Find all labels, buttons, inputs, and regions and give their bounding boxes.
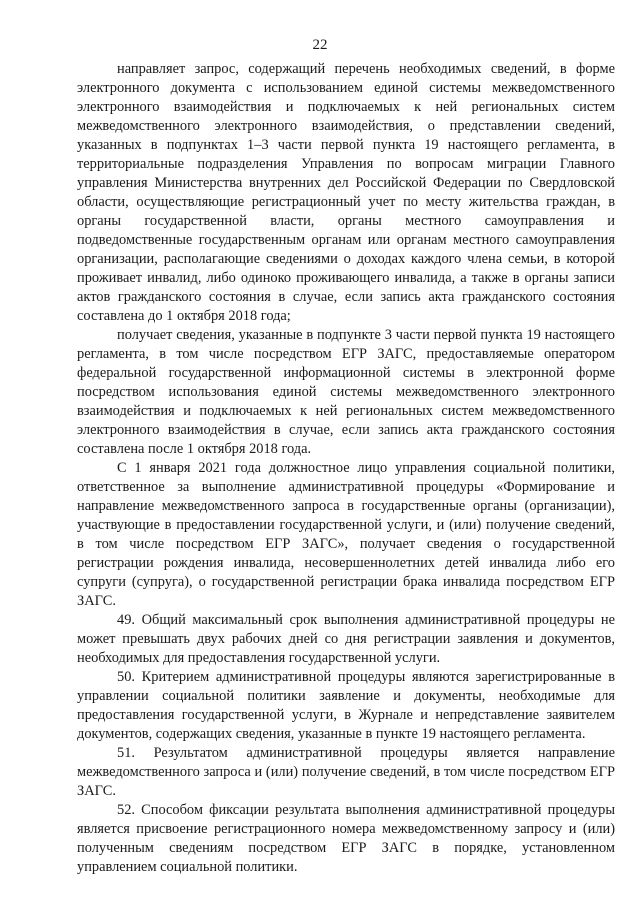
- paragraph-50: 50. Критерием административной процедуры являются зарегистрированные в управлении социальной политики заявление и документы, необходимые для предоставления государственной услуги, в Журнале и непредставление заявителем документов, содержащих сведения, указанные в пункте 19 настоящего регламента.: [77, 669, 615, 742]
- document-body: [77, 60, 615, 877]
- paragraph-request: направляет запрос, содержащий перечень необходимых сведений, в форме электронного документа с использованием единой системы межведомственного электронного взаимодействия и подключаемых к ней региональных систем межведомственного электронного взаимодействия, о представлении сведений, указанных в подпунктах 1–3 части первой пункта 19 настоящего регламента, в территориальные подразделения Управления по вопросам миграции Главного управления Министерства внутренних дел Российской Федерации по Свердловской области, осуществляющие регистрационный учет по месту жительства граждан, в органы государственной власти, органы местного самоуправления и подведомственные государственным органам или органам местного самоуправления организации, располагающие сведениями о доходах каждого члена семьи, в которой проживает инвалид, либо одиноко проживающего инвалида, а также в органы записи актов гражданского состояния в случае, если запись акта гражданского состояния составлена до 1 октября 2018 года;: [77, 61, 615, 324]
- paragraph-51: 51. Результатом административной процедуры является направление межведомственного запроса и (или) получение сведений, в том числе посредством ЕГР ЗАГС.: [77, 745, 615, 799]
- paragraph-52: 52. Способом фиксации результата выполнения административной процедуры является присвоение регистрационного номера межведомственному запросу и (или) полученным сведениям посредством ЕГР ЗАГС в порядке, установленном управлением социальной политики.: [77, 802, 615, 875]
- paragraph-receives-info: получает сведения, указанные в подпункте 3 части первой пункта 19 настоящего регламента, в том числе посредством ЕГР ЗАГС, предоставляемые оператором федеральной государственной информационной системы в электронной форме посредством использования единой системы межведомственного электронного взаимодействия и подключаемых к ней региональных систем межведомственного электронного взаимодействия в случае, если запись акта гражданского состояния составлена после 1 октября 2018 года.: [77, 327, 615, 457]
- paragraph-from-2021: С 1 января 2021 года должностное лицо управления социальной политики, ответственное за выполнение административной процедуры «Формирование и направление межведомственного запроса в государственные органы (организации), участвующие в предоставлении государственной услуги, и (или) получение сведений, в том числе посредством ЕГР ЗАГС», получает сведения о государственной регистрации рождения инвалида, несовершеннолетних детей инвалида либо его супруги (супруга), о государственной регистрации брака инвалида посредством ЕГР ЗАГС.: [77, 460, 615, 609]
- page-number: 22: [312, 37, 328, 53]
- paragraph-49: 49. Общий максимальный срок выполнения административной процедуры не может превышать двух рабочих дней со дня регистрации заявления и документов, необходимых для предоставления государственной услуги.: [77, 612, 615, 666]
